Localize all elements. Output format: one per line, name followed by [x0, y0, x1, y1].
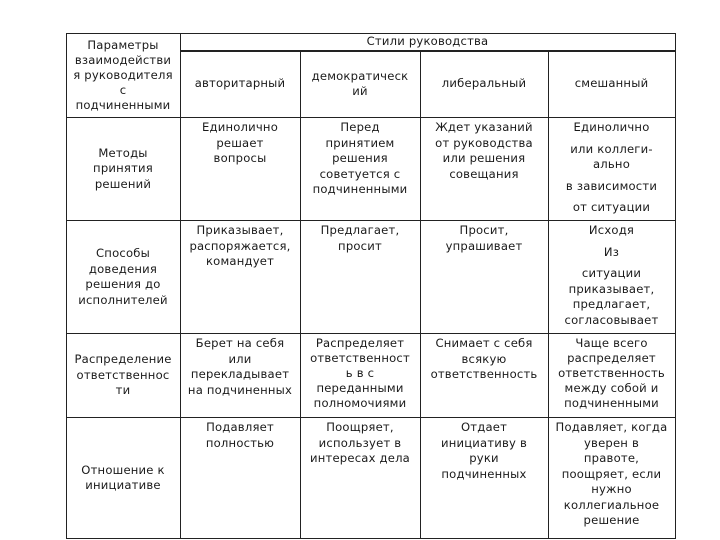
- cell-line: в зависимости: [565, 178, 658, 193]
- cell-line: ситуации приказывает, предлагает, согласовывает: [564, 266, 659, 327]
- table-cell: Снимает с себя всякую ответственность: [430, 336, 538, 381]
- params-header: Параметры взаимодействи я руководителя с подчиненными: [73, 38, 173, 112]
- table-cell: Распределяет ответственност ь в с переданными полномочиями: [310, 336, 410, 410]
- table-cell: Единолично решает вопросы: [201, 120, 279, 165]
- row-label-communication-methods: Способы доведения решения до исполнителей: [78, 246, 168, 307]
- table-cell: Ждет указаний от руководства или решения совещания: [435, 120, 533, 181]
- cell-line: Из: [603, 244, 620, 259]
- cell-line: Исходя: [588, 223, 635, 237]
- table-cell: Приказывает, распоряжается, командует: [189, 223, 291, 268]
- table-cell: Перед принятием решения советуется с подчиненными: [312, 120, 408, 196]
- table-cell: Чаще всего распределяет ответственность между собой и подчиненными: [558, 336, 665, 410]
- table-cell: Предлагает, просит: [320, 223, 400, 253]
- styles-header: Стили руководства: [366, 33, 489, 48]
- cell-line: или коллеги- ально: [570, 141, 653, 171]
- table-cell: Просит, упрашивает: [445, 223, 523, 253]
- table-cell: Отдает инициативу в руки подчиненных: [440, 420, 528, 481]
- grid-line: [675, 33, 676, 539]
- leadership-styles-table: [66, 33, 676, 539]
- style-liberal: либеральный: [441, 76, 527, 91]
- row-label-responsibility: Распределение ответственнос ти: [74, 352, 172, 398]
- table-cell: [548, 221, 675, 335]
- table-cell: Берет на себя или перекладывает на подчиненных: [187, 336, 293, 397]
- cell-line: Единолично: [573, 120, 650, 134]
- style-democratic: демократическ ий: [311, 68, 409, 98]
- cell-line: от ситуации: [572, 200, 651, 214]
- row-label-initiative: Отношение к инициативе: [81, 462, 165, 492]
- table-cell: [548, 118, 675, 222]
- style-authoritarian: авторитарный: [194, 76, 286, 91]
- table-cell: Подавляет, когда уверен в правоте, поощряет, если нужно коллегиальное решение: [555, 420, 668, 527]
- row-label-decision-methods: Методы принятия решений: [93, 145, 153, 191]
- table-cell: Подавляет полностью: [205, 420, 275, 450]
- table-cell: Поощряет, использует в интересах дела: [310, 420, 410, 465]
- style-mixed: смешанный: [574, 76, 649, 91]
